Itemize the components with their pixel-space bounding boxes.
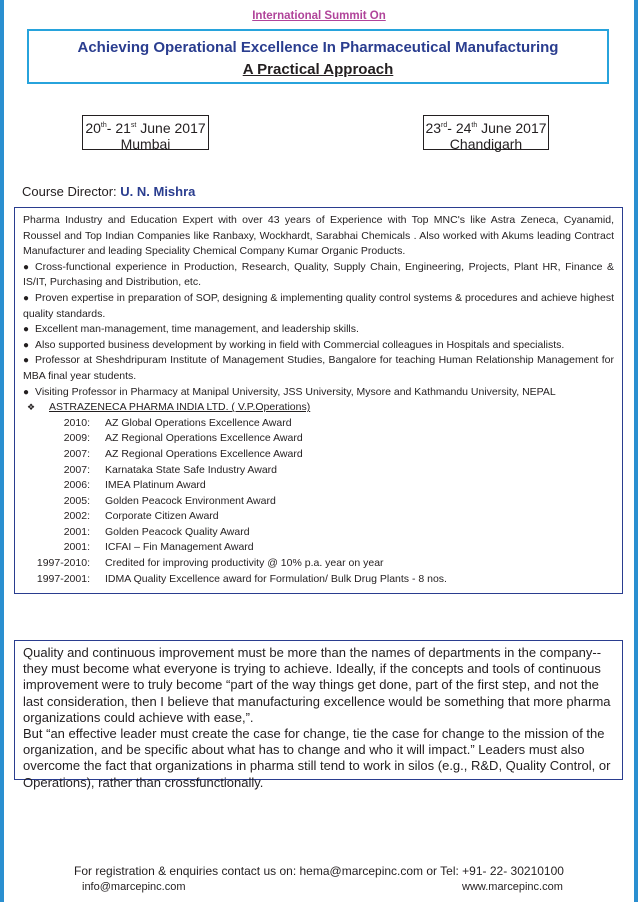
event-date-range: 20th- 21st June 2017 xyxy=(85,120,206,136)
award-row xyxy=(23,463,614,479)
award-year: 2002: xyxy=(63,510,90,523)
bio-bullet: ● Excellent man-management, time management, and leadership skills. xyxy=(23,322,614,338)
award-row xyxy=(23,431,614,447)
award-year: 2006: xyxy=(63,479,90,492)
award-text: IDMA Quality Excellence award for Formulation/ Bulk Drug Plants - 8 nos. xyxy=(105,572,447,585)
left-edge-bar xyxy=(0,0,4,902)
diamond-bullet-icon: ❖ xyxy=(27,402,36,413)
course-director-label: Course Director: xyxy=(22,184,117,199)
bio-bullet: ● Visiting Professor in Pharmacy at Manipal University, JSS University, Mysore and Kathmandu University, NEPAL xyxy=(23,385,614,401)
award-text: Corporate Citizen Award xyxy=(105,510,219,523)
page-subtitle: A Practical Approach xyxy=(242,61,394,78)
award-year: 2001: xyxy=(63,525,90,538)
quote-box xyxy=(14,640,623,790)
award-row xyxy=(23,447,614,463)
award-year: 1997-2010: xyxy=(36,557,90,570)
award-row xyxy=(23,494,614,510)
award-text: Golden Peacock Environment Award xyxy=(105,494,276,507)
award-text: Karnataka State Safe Industry Award xyxy=(105,463,277,476)
summit-label: International Summit On xyxy=(252,10,386,22)
footer-email[interactable]: info@marcepinc.com xyxy=(82,881,186,893)
award-row xyxy=(23,509,614,525)
footer-website[interactable]: www.marcepinc.com xyxy=(462,881,563,893)
award-row xyxy=(23,540,614,556)
right-edge-bar xyxy=(634,0,638,902)
bullet-icon: ● xyxy=(23,292,30,304)
award-text: Golden Peacock Quality Award xyxy=(105,525,250,538)
award-text: IMEA Platinum Award xyxy=(105,479,206,492)
award-row xyxy=(23,572,614,588)
award-text: Credited for improving productivity @ 10% p.a. year on year xyxy=(105,557,384,570)
bio-bullet: ● Professor at Sheshdripuram Institute of Management Studies, Bangalore for teaching Human Relationship Management for MBA final year students. xyxy=(23,354,614,382)
event-city: Mumbai xyxy=(120,136,171,152)
award-row xyxy=(23,478,614,494)
award-text: AZ Global Operations Excellence Award xyxy=(105,416,292,429)
award-text: ICFAI – Fin Management Award xyxy=(105,541,254,554)
awards-list xyxy=(23,416,614,588)
bio-intro: Pharma Industry and Education Expert with over 43 years of Experience with Top MNC's like Astra Zeneca, Cyanamid, Roussel and Top Indian Companies like Ranbaxy, Wockhardt, Sarabhai Chemicals . Also worked with Akums leading Contract Manufacturer and leading Speciality Chemical Company Kumar Organic Products. xyxy=(23,214,614,258)
award-year: 2010: xyxy=(63,416,90,429)
title-box xyxy=(27,29,609,84)
bullet-icon: ● xyxy=(23,324,30,336)
bullet-icon: ● xyxy=(23,386,30,398)
bullet-icon: ● xyxy=(23,355,30,367)
award-text: AZ Regional Operations Excellence Award xyxy=(105,432,303,445)
award-text: AZ Regional Operations Excellence Award xyxy=(105,447,303,460)
event-date-chandigarh xyxy=(423,115,549,150)
bullet-icon: ● xyxy=(23,339,30,351)
course-director-name: U. N. Mishra xyxy=(120,184,196,199)
bio-bullet: ● Cross-functional experience in Production, Research, Quality, Supply Chain, Engineering, Projects, Plant HR, Finance & IS/IT, Purchasing and Distribution, etc. xyxy=(23,260,614,289)
director-bio-box xyxy=(14,207,623,594)
event-city: Chandigarh xyxy=(449,136,523,152)
award-year: 2009: xyxy=(63,432,90,445)
award-year: 2007: xyxy=(63,463,90,476)
course-director xyxy=(22,184,195,199)
event-date-range: 23rd- 24th June 2017 xyxy=(425,120,547,136)
award-year: 2005: xyxy=(63,494,90,507)
award-row xyxy=(23,556,614,572)
page-title: Achieving Operational Excellence In Pharmaceutical Manufacturing xyxy=(77,39,559,56)
award-row xyxy=(23,416,614,432)
footer-contact-line: For registration & enquiries contact us on: hema@marcepinc.com or Tel: +91- 22- 30210100 xyxy=(74,864,564,878)
astrazeneca-heading: ❖ ASTRAZENECA PHARMA INDIA LTD. ( V.P.Operations) xyxy=(23,400,614,416)
quote-paragraph-2: But “an effective leader must create the case for change, tie the case for change to the mission of the organization, and be specific about what has to change and who it will impact.” Leaders must also overcome the fact that organizations in pharma still tend to work in silos (e.g., R&D, Quality Control, or Operations), rather than crossfunctionally. xyxy=(23,726,611,790)
quote-paragraph-1: Quality and continuous improvement must be more than the names of departments in the company-- they must become what everyone is trying to achieve. Ideally, if the concepts and tools of continuous improvement were to truly become “part of the way things get done, part of the first step, and not the last consideration, then I believe that manufacturing excellence would be something that more pharma organizations could achieve with ease,”. xyxy=(23,645,611,725)
award-year: 1997-2001: xyxy=(36,572,90,585)
bio-bullet: ● Also supported business development by working in field with Commercial colleagues in Hospitals and specialists. xyxy=(23,338,614,354)
award-row xyxy=(23,525,614,541)
award-year: 2007: xyxy=(63,447,90,460)
event-date-mumbai xyxy=(82,115,209,150)
bio-bullet: ● Proven expertise in preparation of SOP, designing & implementing quality control systems & procedures and achieve highest quality standards. xyxy=(23,291,614,320)
bullet-icon: ● xyxy=(23,261,30,273)
award-year: 2001: xyxy=(63,541,90,554)
